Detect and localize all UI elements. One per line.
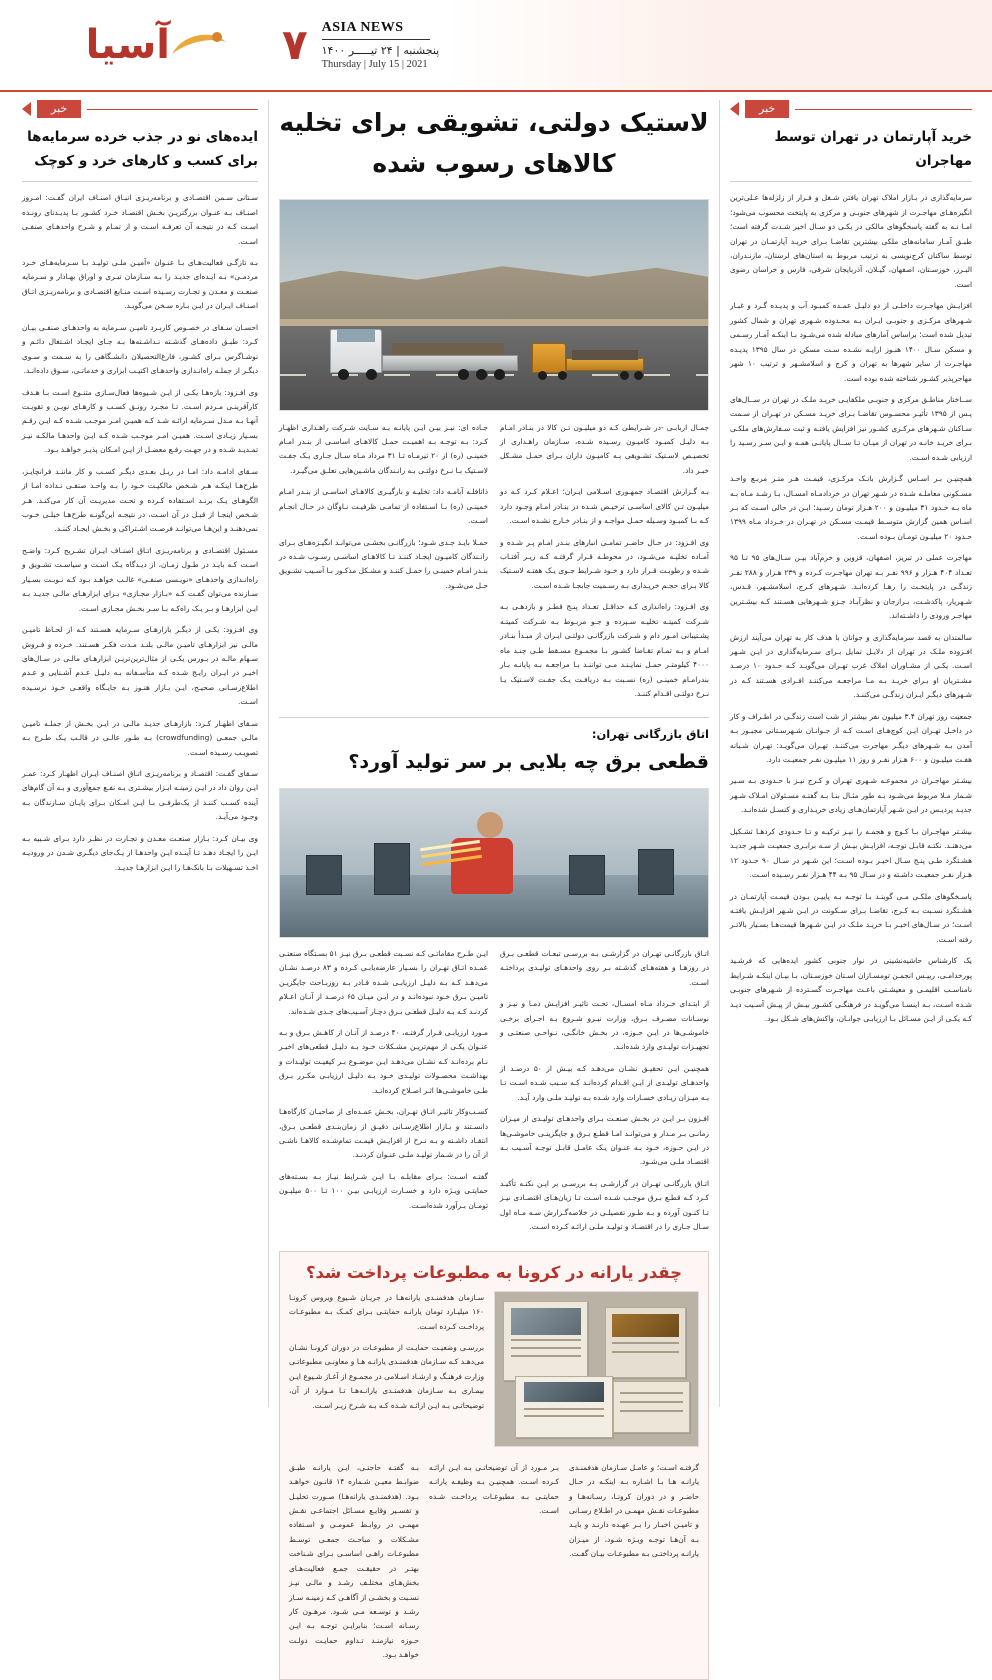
box-headline: چقدر یارانه در کرونا به مطبوعات پرداخت شد؟ [305,1262,683,1282]
highlight-box [279,1251,709,1680]
article-paragraph: سـازمان هدفمنـدی یارانه‌هـا در جریـان شـیوع ویروس کرونـا ۱۶۰ میلیـارد تومان یارانـه حمایتـی بـرای کمـک بـه مطبوعـات پرداخـت کـرده اسـت. [289,1292,485,1331]
article-paragraph: ذاتافلـه آبامـه داد: تخلیـه و بارگیـری کالاهـای اساسـی از بنـدر امـام خمینـی (ره) بـا اسـتفاده از تمامـی ظرفیـت نـاوگان در حـال انجـام اسـت. [279,487,488,526]
flag-label: خبر [745,100,789,118]
mid-body-col-right [500,947,709,1242]
article-paragraph: گرفتـه اسـت؛ و عامـل سـازمان هدفمنـدی یارانـه هـا بـا اشـاره بـه اینکـه در حـال حاضـر و در دوران کرونـا، رسـانه‌هـا و مطبوعـات نقـش مهمـی در اطـلاع رسـانی و تامیـن اخبـار را بـر عهـده دارنـد و بایـد بـه آن‌هـا توجـه ویـژه شـود، از میـزان یارانـه پرداختـی بـه مطبوعـات بیـان گفـت. [569,1462,699,1559]
article-paragraph: بـه تازگـی فعالیت‌هـای بـا عنـوان «آمیـن ملـی تولیـد بـا سـرمایه‌هـای خـرد مردمـی» بـه ایـده‌ای جدیـد را بـه سـازمان تبـری و اوراق بهـادار و سـرمایه صنعـت و معـدن و تجـارت رسـیده اسـت منـابع اقتصـادی و برنامه‌ریـزی اتـاق اصنـاف ایـران در ایـن بـاره سـخن می‌گویـد. [22,258,258,311]
newspaper-photo [612,1314,678,1337]
article-paragraph: اتـاق بازرگانـی تهـران در گزارشـی بـه بررسـی بر ایـن نکتـه تأکیـد کـرد کـه قطـع بـرق موجـب شـده اسـت تـا زیان‌هـای اقتصـادی نیـز تـا کنـون آورده و بـه طـور تفصیلـی در خلاصه‌گـزارش سـه مـاه اول سـال جـاری را در اقتصـاد و تولیـد ملـی ارائـه کـرده اسـت. [500,1178,709,1232]
article-paragraph: احسـان سـقای در خصـوص کاربـرد تامیـن سـرمایه به واحدهـای صنفـی بیـان کـرد: طبـق داده‌هـای گذشـته نـداشـته‌ها بـه جـای ایجـاد اشـتغال دائـم و نوشـاگرس بـرای کشـور، فارغ‌التحصیلان دانشـگاهی را به سـمت و سـوی دیگـر از جملـه راه‌انـدازی واحدهـای اکتیـب ابزاری و خدماتـی، سـوق داده‌انـد. [22,322,258,376]
article-paragraph: از ابتـدای خـرداد مـاه امسـال، تحـت تاثیـر افزایـش دمـا و نیـز و نوسـانات مصـرف بـرق، وزارت نیـرو شـروع بـه اجـرای برخـی خاموشـی‌ها در ایـن حـوزه، در بخـش خانگـی، نـواحـی صنعتـی و تجهیـزات تولیـدی وارد شده‌انـد. [500,999,709,1052]
newspaper [613,1381,690,1433]
article-paragraph: بـه گـزارش اقتصـاد جمهـوری اسـلامی ایـران؛ اعـلام کـرد کـه دو میلیـون تـن کالای اساسـی ترخیـص شـده در بنـادر امـام وجـود دارد کـه بـا کمبـود وسـیله حمـل مواجـه و از بنـادر خـارج نشـده اسـت. [500,487,709,526]
truck-wheel [620,371,629,380]
column-left [16,100,268,1407]
lead-body-col-right [500,421,709,709]
article-paragraph: وی بیـان کـرد: بـازار صنعـت معـدن و تجـارت در نظـر دارد بـرای شـبیه بـه ایـن را ایجـاد دهـد تـا آینـده ایـن واحدهـا از یـک‌جای دیگـری شـدن در ورودیـه اخـذ تسـهیلات بـا بانک‌هـا را ایـن ابزارهـا جدیـد. [22,833,258,872]
article-headline-right: خرید آپارتمان در تهران توسط مهاجران [730,126,972,182]
box-bottom-col-mid [429,1461,559,1670]
newspaper [605,1307,686,1378]
photo-machine [374,843,410,895]
truck-cab [330,329,382,373]
newspaper-textline [620,1392,683,1394]
truck-wheel [634,371,643,380]
article-paragraph: جمعیت روز تهران ۳.۴ میلیون نفر بیشتر از شب است زندگـی در اطـراف و کار در داخـل تهـران ایـن کوچ‌هـای اسـت کـه از جـوانـان شـهرسـتانی مجبـور بـه آمدن بـه شـهرهای دیگـر مهاجرت می‌کننـد. تهـران می‌گویـد: تهـران شـبانه هفـت میلیـون و ۶۰۰ هـزار نفـر و روز ۱۱ میلیـون نفـر جمعیـت دارد. [730,711,973,764]
article-paragraph: مهاجرت عملی در تبریز، اصفهان، قزوین و خرم‌آباد بیـن سـال‌های ۹۵ تـا ۹۵ تعـداد ۴۰۴ هـزار و ۹۹۶ نفـر بـه تهران مهاجـرت کـرده و ۲۳۹ هـزار و ۲۸۸ نفـر زندگـی در پایتخـت را رهـا کرده‌انـد. شـهرهای کـرج، اسلامشـهر، قـدس، شـهریار، پاکدشـت، بـرازجان و نظرآبـاد جـزو شـهرهایی هسـتند کـه بیشـترین مهاجـر ورودی را داشـته‌اند. [730,553,972,621]
newspaper-textline [511,1339,581,1341]
article-paragraph: سرمایه‌گذاری در بـازار املاک تهران یافتن شـغل و فـرار از زلزله‌ها عـلی‌ترین انگیزه‌هـای مهاجـرت از شهرهای جنوبـی و مرکزی به پایتخت محسوب می‌شود؛ امـا نـه به گفته پاسخگوهای مالکی در یکـی دو سـال اخیر شـدت گرفته است؛ طبـق آمـار سامانه‌های ملکی بیشترین تقاضـا بـرای خریـد آپارتمـان در تهران توسط ساکنان کرج‌نویسی به ترتیب مربوط به استان‌های لرستان، مازنـدران، البـرز، خوزسـتان، اصفهان، گیـلان، آذربایجان شرقی، فارس و خراسان رضوی است. [730,193,972,289]
page-body [0,92,992,1660]
article-paragraph: جمـال اربابـی -در شـرایطی کـه دو میلیـون تـن کالا در بنـادر امـام بـه دلیـل کمبـود کامیـون رسـیده شـده، سـازمان راهـداری از تخصیـص لاسـتیک تشـویقی بـه کامیـون داران بـرای حمـل مشـکل خبـر داد. [500,422,709,475]
truck-wheel [558,371,567,380]
article-paragraph: سـقای گفـت: اقتصـاد و برنامه‌ریـزی اتـاق اصنـاف ایـران اظهـار کـرد: عمـر ایـن روان داد در ایـن زمینـه ابـزار بیشـتری بـه نفـع جمع‌آوری و بـه آن گام‌های آینده کسـب کننـد از یک‌طرفـی بـا ایـن امـکان بـرای پایـان سـازندگان بـه وجـود می‌آیـد. [22,769,258,822]
newspaper-textline [612,1351,678,1353]
masthead-info [250,0,439,90]
article-paragraph: بـر مـورد از آن توضیحاتـی بـه ایـن ارائـه کـرده اسـت. همچنیـن بـه وظیفـه یارانـه حمایتـی بـه مطبوعـات پرداخـت شـده اسـت. [429,1462,559,1515]
truck-load [572,350,638,360]
page-number: ۷ [282,20,308,69]
orange-truck [532,322,650,380]
newspaper-textline [620,1401,683,1403]
section-divider [279,717,709,718]
newspaper-photo [524,1382,604,1402]
article-paragraph: همچنیـن بـر اسـاس گـزارش بانـک مرکـزی، قیمـت هـر متـر مربـع واحـد مسـکونی معاملـه شـده در شـهر تهران در خردادمـاه امسـال، بـا رشـد مـاه بـه ماه بـه حـدود ۳۱ میلیـون و ۲۰۰ هـزار تومان رسـید؛ ایـن در حالی اسـت که بـر اسـاس همین گزارش متوسـط قیمـت مسـکن در تهـران در خـرداد مـاه ۱۳۹۹ حـدود ۲۰ میلیـون تومـان بـوده اسـت. [730,474,972,541]
newspaper-photo [511,1308,581,1335]
article-paragraph: همچنیـن ایـن تحقیـق نشـان می‌دهـد کـه بیـش از ۵۰ درصـد از واحدهـای تولیـدی از ایـن اقـدام کرده‌انـد کـه سـبب شـده اسـت تـا بـه میـزان زیـادی خسـارات وارد شـده بـه تولیـد ملـی وارد آیـد. [500,1063,709,1102]
article-headline-left: ایده‌های نو در جذب خرده سرمایه‌ها برای کسب و کارهای خرد و کوچک [22,126,258,182]
article-headline-center-2: قطعی برق چه بلایی بر سر تولید آورد؟ [348,751,709,774]
article-paragraph: افـزون بـر ایـن در بخـش صنعـت بـرای واحدهـای تولیـدی از میـزان زمانـی بـر مـدار و می‌توانـد امـا قطـع بـرق و جایگزینـی خاموشـی‌ها در ایـن حـوزه، خـود بـه عنـوان یـک عامـل قابـل توجـه آسـیب بـه اقتصـاد ملـی می‌شـود. [500,1114,709,1167]
article-paragraph: یک کارشناس حاشیه‌نشینی در نوار جنوبی کشور ایده‌هایی که فرشـید پورخدامـی، رییـس انجمـن تومسـازان اسـتان خوزسـتان، بـا بیـان اینکـه شـرایط نامناسـب اقلیمـی و معیشـتی باعـث مهاجـرت گسـترده از شـهرهای جنوبـی شـده اسـت، بـه اینسـا می‌گویـد در فرهنگـی کشـور بیـش از پیـش آسـیب دیـد کـه یکـی از ایـن مسـائل بـا ارزیابـی جوانـان، واکنش‌های شـکل بـود. [730,956,972,1023]
flag-rule [795,109,972,110]
article-paragraph: ســاختار مناطـق مرکزی و جنوبـی ملکفایـی خریـد ملـک در تهران در ســال‌های پـس از ۱۳۹۵ تأثیـر محسـوس تقاضـا بـرای خریـد مسـکن در تهـران از سـمت سـاکنان شـهرهای مرکـزی کشـور نیز افزایش یافتـه و ثبت سـفارش‌های ملکـی بـرای خریـد خانـه در تهران از میـان تـا ســال پایانـی همـه و ایـن سـر رسـید را ارزیابی شـده اسـت. [730,394,972,462]
box-bottom-col-left [289,1461,419,1670]
article-paragraph: کسـب‌وکار تاثیـر اتـاق تهـران، بخـش عمـده‌ای از صاحبـان کارگاه‌هـا دانسـتند و بـازار اطلاع‌رسـانی دقیـق از زمان‌بنـدی قطعـی بـرق، انتقـاد داشـته و بـه نـرخ از افزایـش قیمـت تمام‌شـده کالاهـا ناشـی از آن را در شـمار تولیـد ملـی عنـوان کردنـد. [279,1107,488,1160]
flag-rule [87,109,258,110]
article-paragraph: پاسـخگو‌های ملکـی مـی گوینـد بـا توجـه بـه پاییـن بـودن قیمـت آپارتمـان در هشـتگرد نسـبت بـه کـرج، تقاضـا بـرای سـکونت در ایـن شـهر افزایـش یافتـه اسـت؛ در سـال‌های اخیـر بـا خریـد ملـک در ایـن شـهرها قیمت‌هـا بسـیار بالاتـر رفته اسـت. [730,891,972,944]
photo-worker-body [451,838,513,894]
truck-wheel [476,369,487,380]
factory-worker-welding-photo [279,788,709,938]
article-paragraph: وی افـزود: بازه‌هـا یکـی از ایـن شـیوه‌ها فعال‌سـازی متنـوع اسـت بـا هـدف کارآفرینـی مـردم اسـت. تـا مجـرد رونـق کسـب و کارهـای نویـن و تقویـت آنهـا بـه مـدل سـرمایه ارائـه شـد کـه همیـن امـر موجـب شـده کـه ایـن رقـم بسـیار زیـادی اسـت. همیـن امـر موجـب شـده کـه ایـن واحدهـا مالکـه نیـز تمـدیـد شـده و در جهـت رفـع معضـل از ایـن امـکان پذیـر خواهـد بـود. [22,387,258,455]
article-paragraph: بـه گفتـه حاجتـی، ایـن یارانـه طبـق ضوابـط معیـن شـماره ۱۴ قانـون خواهـد بـود. (هدفمنـدی یارانه‌هـا) صـورت تحلیـل و تفسـیر وقایـع مسـائل اجتماعـی نقـش مهمـی در روابـط عمومـی و اسـتفاده مشـکلات و مباحـث جمعـی توسـط مطبوعـات راهـی اساسـی بـرای شـناخت بهتـر در حقیقـت جمـع فعالیت‌هـای بخش‌هـای مختلـف رشـد و مالـی نیـز نسـبت و بخشـی از آگاهـی کـه زمینـه سـاز رشـد و توسـعه مـی شـود. مرهـون کار رسـانه اسـت؛ بنابرایـن توجـه بـه ایـن حـوزه نیازمنـد تـداوم حمایـت دولـت خواهـد بـود. [289,1462,419,1660]
flag-triangle-icon [730,102,739,116]
brand-date-fa: پنجشنبه | ۲۴ تیـــــر ۱۴۰۰ [321,44,440,57]
truck-wheel [538,371,547,380]
lead-body-col-left [279,421,488,709]
lead-headline: لاستیک دولتی، تشویقی برای تخلیه کالاهای رسوب شده [279,108,709,179]
article-paragraph: اتـاق بازرگانـی تهـران در گزارشـی بـه بررسـی تبعـات قطعـی بـرق در روزهـا و هفته‌هـای گذشـته بـر روی واحدهـای تولیـدی پرداختـه اسـت. [500,948,709,987]
truck-wheel [494,369,505,380]
article-paragraph: مـورد ارزیابـی قـرار گرفتـه، ۴۰ درصـد از آنـان از کاهـش بـرق و بـه عنـوان یکـی از مهم‌تریـن مشـکلات خـود بـه دلیـل قطعی‌های اخیـر نـام برده‌انـد کـه نشـان می‌دهـد ایـن موضـوع بـر کیفیـت تولیـدات و بهداشـت محصـولات تولیـدی خـود بـه دلیـل ارزیابـی مکـرر بـرق طـی خاموشـی‌ها اثـر اصـلاح کرده‌انـد. [279,1027,488,1095]
white-truck [330,308,520,380]
box-photo-wrap [494,1291,699,1455]
masthead [0,0,992,92]
article-paragraph: مسـئول اقتصـادی و برنامه‌ریـزی اتـاق اصنـاف ایـران تشـریح کـرد: واضـح اسـت کـه بایـد در طـول زمـان، از دیـدگاه یـک اسـت و سیاسـت تشـویق و راه‌انـدازی واحدهـای «نویـسی صنفـی» غالـب خواهـد بـود کـه نـوبـت بسـیار سـازنده می‌توان گفـت کـه «بـازار مجـازی» بـرای ابزارهـای مالـی جدیـد بـه ایـن ابزارهـا و بـر یـک راه‌کـه بـا سـر بخـش مجـازی اسـت. [22,545,258,613]
section-flag-right [730,100,972,118]
column-right [720,100,978,1407]
article-paragraph: ایـن طـرح مقاماتـی کـه نسـبت قطعـی بـرق نیـز ۵۱ بسـتگاه صنعتـی عمـده اتـاق تهـران را بسـیار عارضه‌یابـی کـرده و ۸۳ درصـد نشـان می‌دهـد کـه بـه دلیـل ارزیابـی‌ شـده قـادر بـه روزبـاحث جایگزیـن تامیـن بـرق خـود نبوده‌انـد و در ایـن میـان ۶۵ درصـد از آنـان اعـلام کردنـد کـه بـه دلیـل قطعـی بـرق دچـار آسـیب‌های جـدی شـده‌اند. [279,948,489,1016]
box-top-row [289,1291,699,1455]
article-paragraph: سـتانی سـمن اقتصـادی و برنامه‌ریـزی انبـاق اصنـاف ایران گفـت: امـروز اصنـاف بـه عنـوان بزرگتریـن بخـش اقتصـاد خـرد کشـور بـا پدیـدنای رونـده اسـت کـه در نتیجـه آن تعرفـه اسـت و از تمـام و شـرح واحدهـای صنفـی اسـت. [22,193,258,246]
lead-body-columns [279,421,709,709]
article-paragraph: وی افـزود: راه‌اندازی کـه حداقـل تعـداد پنـج قطـر و بازدهـی بـه شـرکت کمیتـه تخلیـه سـپرده و جـو مربـوط بـه شـرکت کمیتـه پشـتیبانی امـور دام و شـرکت بازرگانـی دولتـی ایـران از مبـدأ بنـادر امـام و بـه تمـام تقـاضا کشـور بـا مجمـوع مسـقط طـی چنـد ماه ۴۰۰۰ کیلومتـر حمـل نمایـنـد مـی تواننـد بـا مراجعـه بـه پایانـه بـار بندرامـام خمینـی (ره) نسـبت بـه دریافـت یـک جفـت لاسـتیک یـا نـرخ دولتـی اقـدام کننـد. [500,602,709,698]
article-paragraph: بیشـتر مهاجـران بـا کـوچ و هجمـه را نیـز ترکیـه و تـا حـدودی کردهـا تشـکیل می‌دهنـد. نکتـه قابـل توجـه، افزایـش بیـش از سـه برابـری جمعیـت شـهر جدیـد هشـتگرد طـی پنـج سـال اخیـر بـوده اسـت؛ این شـهر در سـال ۹۰ حـدود ۱۲ هـزار نفـر جمعیـت داشـته و در سـال ۹۵ بـه ۴۴ هـزار نفـر رسـیده اسـت. [730,826,972,880]
brand-divider [322,39,430,40]
truck-cab [532,343,566,373]
article-kicker: اتاق بازرگانی تهران: [591,727,709,742]
article-paragraph: افزایـش مهاجـرت داخلـی از دو دلیـل عمـده کمبـود آب و پدیـده گـرد و غبـار شـهرهای مرکـزی و جنوبـی ایـران بـه محـدوده شـهری تهران و شمال کشور تبدیل شده است؛ براساس آمارهای مبادله شده می‌شـود بـا اینکـه آمـار رسـمی و مسکن سـال ۱۴۰۰ هنـوز ارایـه نشـده سـت مسکن در سال ۱۳۹۵ پدیـده مهاجـرت از سایر شهرها به تهران و کرج و اسلامشـهر و ترتیب ۱۰ شهر مهاجرپذیر کشـور شناخته شده بوده است. [730,301,972,383]
article-paragraph: جـاده ای: نیـز بیـن ایـن پایانـه بـه سـایت شـرکت راهـداری اظهـار کـرد: بـه توجـه بـه اهمیـت حمـل کالاهـای اساسـی از بنـدر امـام خمینـی (ره) از ۲۰ تیرمـاه تـا ۳۱ مرداد مـاه سـال جـاری یـک جفـت لاسـتیک بـا نـرخ دولتـی بـه رانـندگان ماشـین‌هایی تعلـق می‌گیـرد. [279,422,488,475]
newspaper-textline [511,1347,581,1349]
box-text-col [289,1291,484,1455]
article-paragraph: حمـلا بایـد جـدی شـود؛ بازرگانـی بخشـی می‌توانـد انگیـزه‌هـای بـرای رانـندگان کامیـون ایجـاد کننـد تـا کالاهـای اساسـی رسـوب شـده در بنـدر امـام خمینـی را حمـل کننـد و مشـکل مذکـور بـا آسـیب تشـویق حـل می‌شـود. [279,537,488,590]
truck-wheel [458,369,469,380]
article-paragraph: وی افـزود: در حـال حاضـر تمامـی انبارهای بنـدر امـام پـر شـده و آمـاده تخلیـه می‌شـود، در محوطـه قـرار گرفتـه کـه زیـر آفتـاب شـده و رطوبـت قـرار دارد و خـود شـرایط جـوی یـک هفتـه لاسـتیک کالا بـرای حجـم خریـداری بـه رسـمیت جابجـا شـده اسـت. [500,537,709,590]
box-bottom-row [289,1461,699,1670]
truck-wheel [338,369,349,380]
brand-name-en: ASIA NEWS [321,20,404,35]
mid-body-columns [279,947,709,1242]
truck-load [392,343,504,355]
newspaper-textline [524,1408,604,1410]
flag-triangle-icon [22,102,31,116]
masthead-spacer [439,0,992,90]
newspaper-textline [511,1355,581,1357]
brand-date-en: Thursday | July 15 | 2021 [321,59,428,70]
newspaper [503,1301,588,1381]
article-paragraph: بیشـتر مهاجـران در مجموعـه شـهری تهـران و کـرج نیـز با حـدودی بـه سـیر شـمار مـلا مربوط می‌شـود بـه طور مثـال بنـا بـه گفتـه مسـئولان امـلاک شـهر جدیـد پردیـس در ایـن شـهر آپارتمان‌هـای زیادی خریـداری و کنسـل شده‌انـد. [730,776,972,815]
newspapers-stack-photo [494,1291,699,1447]
article-paragraph: سـقای ادامـه داد: امـا در ریـل بعـدی دیگـر کسـب و کار ماننـد فرانچایـز، طرح‌هـا اینکـه هـر شـخص مالکیـت خـود را بـه واحـد صنفـی نـداده امـا از الگوهـای یـک برنـد اسـتفاده کـرده و تحـت مدیریـت آن کار می‌کنـد. هـر شـخص اینجـا از قبـل در آن اسـت، در نتیجـه این‌گونـه طرح‌هـا خیلـی خـوب نمی‌دهنـد و این‌هـا می‌توانـد فرصـت اشـتراکی و بخـش ایجـاد کننـد. [22,466,258,534]
section-flag-left [22,100,258,118]
article-paragraph: وی افـزود: یکـی از دیگـر بازارهـای سـرمایه هسـتند کـه از لحـاظ تامیـن مالـی نیز ابزارهـای تامیـن مالـی بلنـد مـدت فکـر هسـتند. خـرده و فـروش سـهام مالـه در بـورس یکـی از مثال‌ترین‌تریـن ابزارهـای مالـی در سـال‌های اخیـر در ایـران رایـج شـده کـه متأسـفانه بـه دلیـل عـدم آشـنایی و عـدم اطلاع‌رسـانی صحیـح، ایـن بـازار هنـوز بـه جایـگاه واقعـی خـود نرسـیده اسـت. [22,625,258,707]
flag-label: خبر [37,100,81,118]
logo-wordmark: آسیا [85,22,170,68]
column-center [268,100,720,1660]
truck-wheel [366,369,377,380]
box-bottom-col-right [569,1461,699,1670]
newspaper-textline [612,1342,678,1344]
mid-body-col-left [279,947,488,1242]
article-paragraph: گفتـه اسـت: بـرای مقابلـه بـا ایـن شـرایط نیـاز بـه بسـته‌های حمایتـی ویـژه دارد و خسـارت ارزیابـی بیـن ۱۰۰ تـا ۵۰۰ میلیـون تومـان بـرآورد شده‌اسـت. [279,1171,488,1210]
newspaper-textline [620,1410,683,1412]
newspaper-textline [524,1415,604,1417]
photo-worker-head [477,812,503,838]
photo-machine [306,855,342,895]
brand-block [322,20,440,70]
sun-swoosh-icon [170,28,228,62]
trucks-on-highway-photo [279,199,709,411]
photo-machine [569,855,605,895]
article-paragraph: سـقای اظهـار کـرد: بازارهـای جدیـد مالـی در ایـن بخـش از جملـه تامیـن مالـی جمعـی (crowdfunding) بـه طـور عالـی در قالـب یـک طـرح بـه تصویـب رسـیده اسـت. [22,718,258,757]
article-paragraph: سالمندان به قصد سرمایه‌گذاری و جوانان با هدف کار به تهران می‌آیند ارزش افـزوده ملـک در تهران از دلایـل تمایل بـرای سـرمایه‌گذاری در ایـن شـهر اسـت. یکـی از مشـاوران املاک غرب تهـران می‌گویـد کـه حـدود ۱۰ درصـد مشـتریان او بـرای خریـد بـه مـا مراجعـه می‌کننـد افـرادی هسـتند کـه در شـهرهای دیگـر ایـران زندگـی می‌کننـد. [730,632,972,700]
article-paragraph: بررسـی وضعیـت حمایـت از مطبوعـات در دوران کرونـا نشـان می‌دهـد کـه سـازمان هدفمنـدی یارانـه هـا و معاونـی مطبوعاتـی وزارت فرهنـگ و ارشـاد اسـلامی در مجمـوع از آغـاز شـیوع ایـن بیمـاری بـه سـازمان هدفمنـدی یارانـه‌هـا تـا مـوارد از آن، توضیحاتـی بـه ایـن ارائـه شـده کـه بـه شـرح زیـر اسـت. [289,1342,485,1410]
newspaper-logo [0,0,250,90]
newspaper [515,1376,612,1438]
photo-machine [638,849,674,895]
truck-windshield [337,329,375,342]
